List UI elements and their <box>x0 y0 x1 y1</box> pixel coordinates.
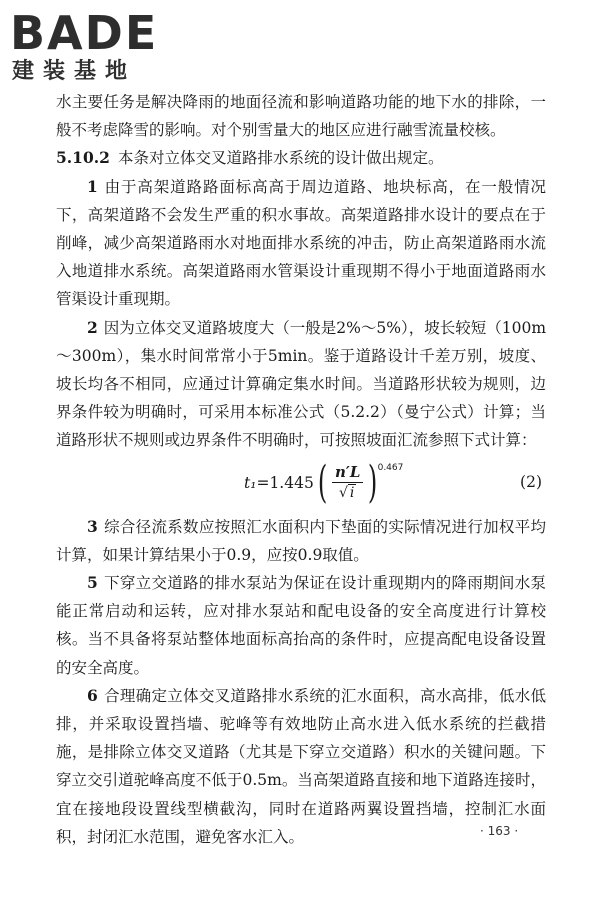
right-paren: ) <box>368 456 378 508</box>
sqrt-sign: √ <box>339 485 348 502</box>
formula-numerator: n′L <box>332 462 363 483</box>
item-1-text: 由于高架道路路面标高高于周边道路、地块标高，在一般情况下，高架道路不会发生严重的积水事故。高架道路排水设计的要点在于削峰，减少高架道路雨水对地面排水系统的冲击，防止高架道路雨水流入地道排水系统。高架道路雨水管渠设计重现期不得小于地面道路雨水管渠设计重现期。 <box>56 177 546 309</box>
page-number: · 163 · <box>480 824 519 838</box>
clause-number: 5.10.2 <box>56 148 110 168</box>
logo-subtitle: 建装基地 <box>12 59 137 84</box>
logo-brand: BADE <box>10 6 159 60</box>
formula-lhs: t₁ <box>244 473 257 492</box>
item-6 <box>56 682 546 851</box>
item-2-number: 2 <box>87 317 98 337</box>
item-5 <box>56 569 546 682</box>
formula-expression <box>244 456 404 508</box>
item-1 <box>56 173 546 314</box>
left-paren: ( <box>317 456 328 508</box>
item-3-text: 综合径流系数应按照汇水面积内下垫面的实际情况进行加权平均计算，如果计算结果小于0.9，应按0.9取值。 <box>56 517 546 564</box>
site-logo <box>8 8 178 86</box>
formula-block <box>56 455 546 513</box>
equation-number: (2) <box>520 472 542 491</box>
paragraph-intro: 水主要任务是解决降雨的地面径流和影响道路功能的地下水的排除，一般不考虑降雪的影响。对个别雪量大的地区应进行融雪流量校核。 <box>56 93 546 140</box>
item-3-number: 3 <box>87 516 98 536</box>
item-6-text: 合理确定立体交叉道路排水系统的汇水面积，高水高排，低水低排，并采取设置挡墙、驼峰等有效地防止高水进入低水系统的拦截措施，是排除立体交叉道路（尤其是下穿立交道路）积水的关键问题。下穿立交引道驼峰高度不低于0.5m。当高架道路直接和地下道路连接时，宜在接地段设置线型横截沟，同时在道路两翼设置挡墙，控制汇水面积，封闭汇水范围，避免客水汇入。 <box>56 686 546 846</box>
item-1-number: 1 <box>87 176 98 196</box>
formula-denominator <box>339 483 356 503</box>
formula-exponent: 0.467 <box>377 462 404 473</box>
item-2-text: 因为立体交叉道路坡度大（一般是2%～5%），坡长较短（100m～300m），集水时间常常小于5min。鉴于道路设计千差万别，坡度、坡长均各不相同，应通过计算确定集水时间。当道路形状较为规则，边界条件较为明确时，可采用本标准公式（5.2.2）（曼宁公式）计算；当道路形状不规则或边界条件不明确时，可按照坡面汇流参照下式计算： <box>56 318 547 450</box>
formula-equals: =1.445 <box>256 473 314 492</box>
item-6-number: 6 <box>87 685 98 705</box>
document-body <box>56 88 546 851</box>
clause-heading <box>56 144 546 172</box>
item-5-number: 5 <box>87 573 98 593</box>
formula-denominator-var: i <box>349 485 355 502</box>
item-5-text: 下穿立交道路的排水泵站为保证在设计重现期内的降雨期间水泵能正常启动和运转，应对排水泵站和配电设备的安全高度进行计算校核。当不具备将泵站整体地面标高抬高的条件时，应提高配电设备设置的安全高度。 <box>56 574 546 677</box>
clause-text: 本条对立体交叉道路排水系统的设计做出规定。 <box>117 149 444 168</box>
item-2 <box>56 314 546 455</box>
formula-fraction <box>332 462 363 503</box>
item-3 <box>56 513 546 569</box>
